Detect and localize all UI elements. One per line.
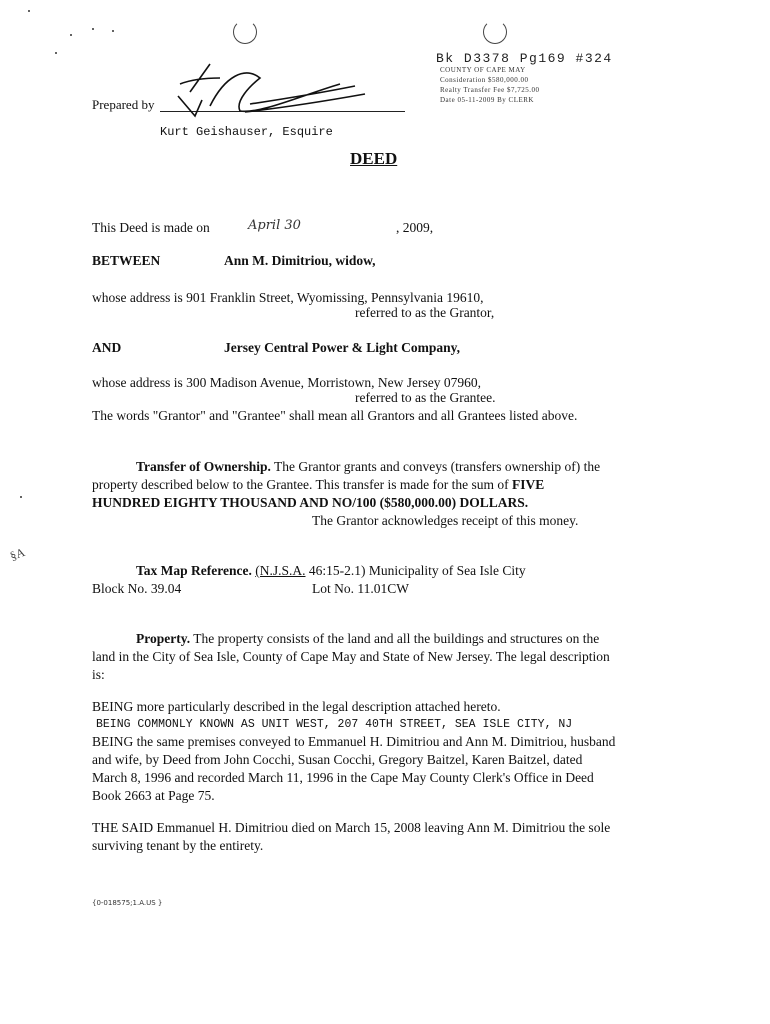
between-label: BETWEEN — [92, 253, 161, 268]
grantor-ref: referred to as the Grantor, — [355, 305, 495, 320]
grantee-name: Jersey Central Power & Light Company, — [224, 340, 460, 355]
property-text-1: The property consists of the land and all the buildings and structures on the — [193, 631, 600, 646]
transfer-line-2 — [92, 476, 544, 494]
said-line-2: surviving tenant by the entirety. — [92, 838, 264, 853]
punch-hole-left — [233, 20, 257, 44]
speck — [28, 10, 30, 12]
said-line-1: THE SAID Emmanuel H. Dimitriou died on March 15, 2008 leaving Ann M. Dimitriou the sole — [92, 820, 611, 835]
speck — [55, 52, 57, 54]
recording-county: COUNTY OF CAPE MAY — [440, 66, 526, 74]
transfer-line-1 — [136, 458, 600, 476]
margin-mark: §A — [8, 544, 27, 564]
property-line-3: is: — [92, 667, 105, 682]
property-line-1 — [136, 630, 599, 648]
and-label: AND — [92, 340, 122, 355]
tax-map-heading: Tax Map Reference. — [136, 563, 252, 578]
signature — [150, 56, 380, 126]
transfer-text-2: property described below to the Grantee. This transfer is made for the sum of — [92, 477, 512, 492]
tax-map-statute: (N.J.S.A. — [255, 563, 306, 578]
being-line-6: Book 2663 at Page 75. — [92, 788, 215, 803]
intro-prefix: This Deed is made on — [92, 220, 210, 235]
transfer-acknowledgement: The Grantor acknowledges receipt of this money. — [312, 513, 579, 528]
document-title: DEED — [350, 149, 398, 168]
being-line-2: BEING COMMONLY KNOWN AS UNIT WEST, 207 40TH STREET, SEA ISLE CITY, NJ — [96, 718, 573, 731]
property-line-2: land in the City of Sea Isle, County of Cape May and State of New Jersey. The legal description — [92, 649, 610, 664]
being-line-5: March 8, 1996 and recorded March 11, 1996 in the Cape May County Clerk's Office in Deed — [92, 770, 594, 785]
preparer-name: Kurt Geishauser, Esquire — [160, 125, 333, 139]
transfer-heading: Transfer of Ownership. — [136, 459, 271, 474]
speck — [70, 34, 72, 36]
speck — [112, 30, 114, 32]
property-heading: Property. — [136, 631, 191, 646]
transfer-amount-start: FIVE — [512, 477, 545, 492]
transfer-amount: HUNDRED EIGHTY THOUSAND AND NO/100 ($580,000.00) DOLLARS. — [92, 495, 529, 510]
speck — [20, 496, 22, 498]
tax-map-municipality: 46:15-2.1) Municipality of Sea Isle City — [305, 563, 526, 578]
being-line-1: BEING more particularly described in the legal description attached hereto. — [92, 699, 501, 714]
document-code: {0-018575;1.A.US } — [92, 899, 163, 907]
being-line-4: and wife, by Deed from John Cocchi, Susan Cocchi, Gregory Baitzel, Karen Baitzel, dated — [92, 752, 583, 767]
recording-stamp: Bk D3378 Pg169 #324 — [436, 51, 613, 66]
lot-number: Lot No. 11.01CW — [312, 581, 409, 596]
being-line-3: BEING the same premises conveyed to Emmanuel H. Dimitriou and Ann M. Dimitriou, husband — [92, 734, 616, 749]
party-definition: The words "Grantor" and "Grantee" shall mean all Grantors and all Grantees listed above. — [92, 408, 578, 423]
prepared-by-label: Prepared by — [92, 97, 155, 112]
punch-hole-right — [483, 20, 507, 44]
grantor-name: Ann M. Dimitriou, widow, — [224, 253, 376, 268]
grantee-address: whose address is 300 Madison Avenue, Morristown, New Jersey 07960, — [92, 375, 481, 390]
recording-consideration: Consideration $580,000.00 — [440, 76, 529, 84]
speck — [92, 28, 94, 30]
grantor-address: whose address is 901 Franklin Street, Wyomissing, Pennsylvania 19610, — [92, 290, 484, 305]
tax-map-line — [136, 562, 526, 580]
recording-transfer-fee: Realty Transfer Fee $7,725.00 — [440, 86, 540, 94]
block-number: Block No. 39.04 — [92, 581, 182, 596]
recording-date: Date 05-11-2009 By CLERK — [440, 96, 534, 104]
handwritten-date: April 30 — [248, 218, 301, 233]
transfer-text-1: The Grantor grants and conveys (transfers ownership of) the — [274, 459, 601, 474]
grantee-ref: referred to as the Grantee. — [355, 390, 496, 405]
intro-year: , 2009, — [396, 220, 434, 235]
